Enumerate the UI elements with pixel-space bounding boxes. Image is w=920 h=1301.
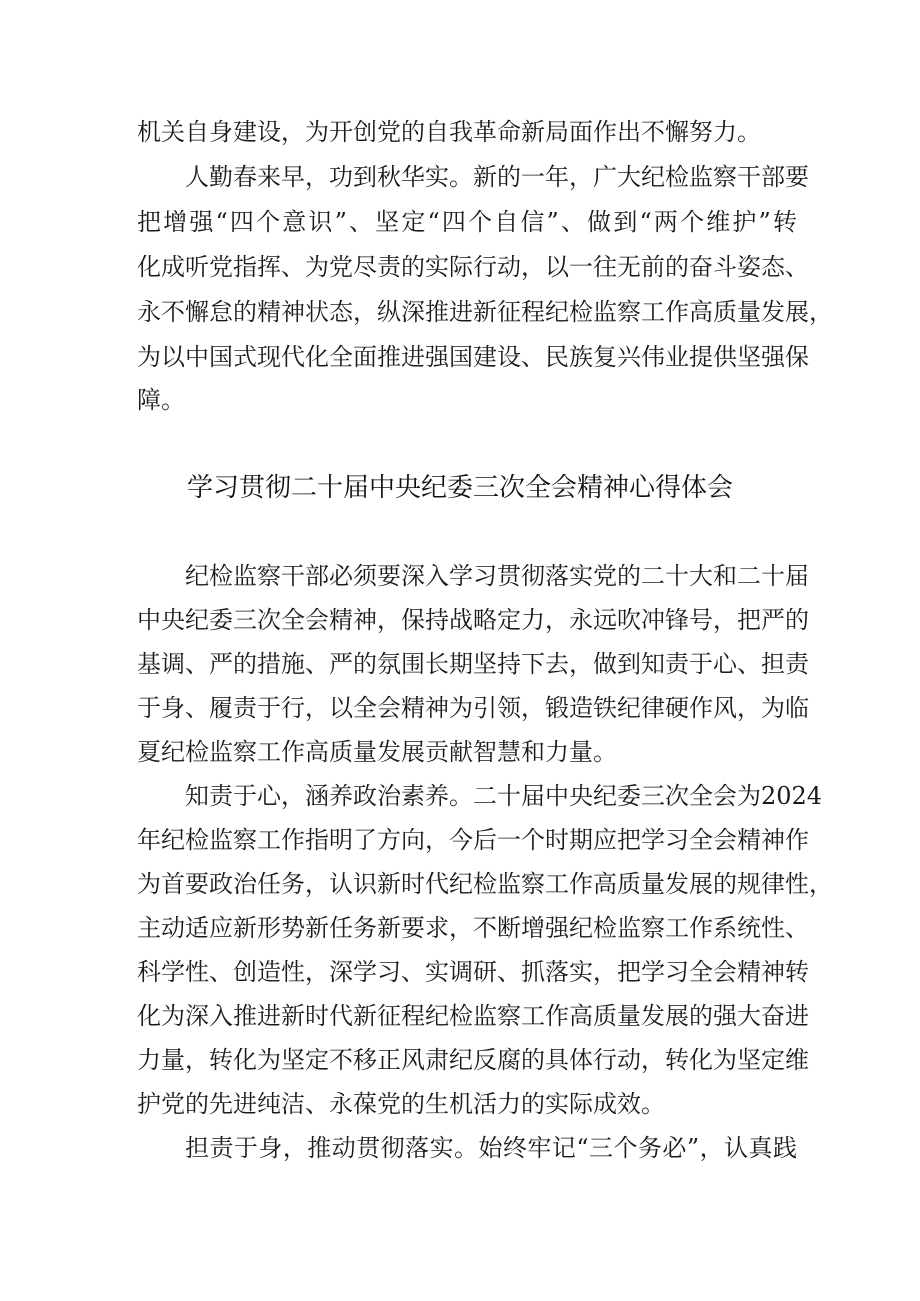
paragraph-line: 担责于身，推动贯彻落实。始终牢记“三个务必”，认真践 <box>185 1134 797 1162</box>
article-title: 学习贯彻二十届中央纪委三次全会精神心得体会 <box>186 473 733 503</box>
paragraph-line: 化为深入推进新时代新征程纪检监察工作高质量发展的强大奋进 <box>137 1002 809 1030</box>
paragraph-line: 基调、严的措施、严的氛围长期坚持下去，做到知责于心、担责 <box>137 650 809 678</box>
paragraph-line: 障。 <box>137 386 185 414</box>
paragraph-line: 力量，转化为坚定不移正风肃纪反腐的具体行动，转化为坚定维 <box>137 1046 809 1074</box>
paragraph-line: 化成听党指挥、为党尽责的实际行动，以一往无前的奋斗姿态、 <box>137 253 809 281</box>
paragraph-line: 护党的先进纯洁、永葆党的生机活力的实际成效。 <box>137 1090 665 1118</box>
paragraph-line: 人勤春来早，功到秋华实。新的一年，广大纪检监察干部要 <box>185 163 809 191</box>
paragraph-line: 永不懈怠的精神状态，纵深推进新征程纪检监察工作高质量发展， <box>137 298 833 326</box>
paragraph-line: 年纪检监察工作指明了方向，今后一个时期应把学习全会精神作 <box>137 826 809 854</box>
paragraph-line: 主动适应新形势新任务新要求，不断增强纪检监察工作系统性、 <box>137 914 809 942</box>
paragraph-line: 中央纪委三次全会精神，保持战略定力，永远吹冲锋号，把严的 <box>137 606 809 634</box>
paragraph-line: 纪检监察干部必须要深入学习贯彻落实党的二十大和二十届 <box>185 562 809 590</box>
paragraph-line: 科学性、创造性，深学习、实调研、抓落实，把学习全会精神转 <box>137 958 809 986</box>
paragraph-line: 知责于心，涵养政治素养。二十届中央纪委三次全会为2024 <box>185 782 823 810</box>
paragraph-line: 夏纪检监察工作高质量发展贡献智慧和力量。 <box>137 738 617 766</box>
paragraph-line: 为以中国式现代化全面推进强国建设、民族复兴伟业提供坚强保 <box>137 343 809 371</box>
paragraph-line: 机关自身建设，为开创党的自我革命新局面作出不懈努力。 <box>137 118 761 146</box>
paragraph-line: 于身、履责于行，以全会精神为引领，锻造铁纪律硬作风，为临 <box>137 694 809 722</box>
paragraph-line: 把增强“四个意识”、坚定“四个自信”、做到“两个维护”转 <box>137 208 797 236</box>
paragraph-line: 为首要政治任务，认识新时代纪检监察工作高质量发展的规律性， <box>137 870 833 898</box>
